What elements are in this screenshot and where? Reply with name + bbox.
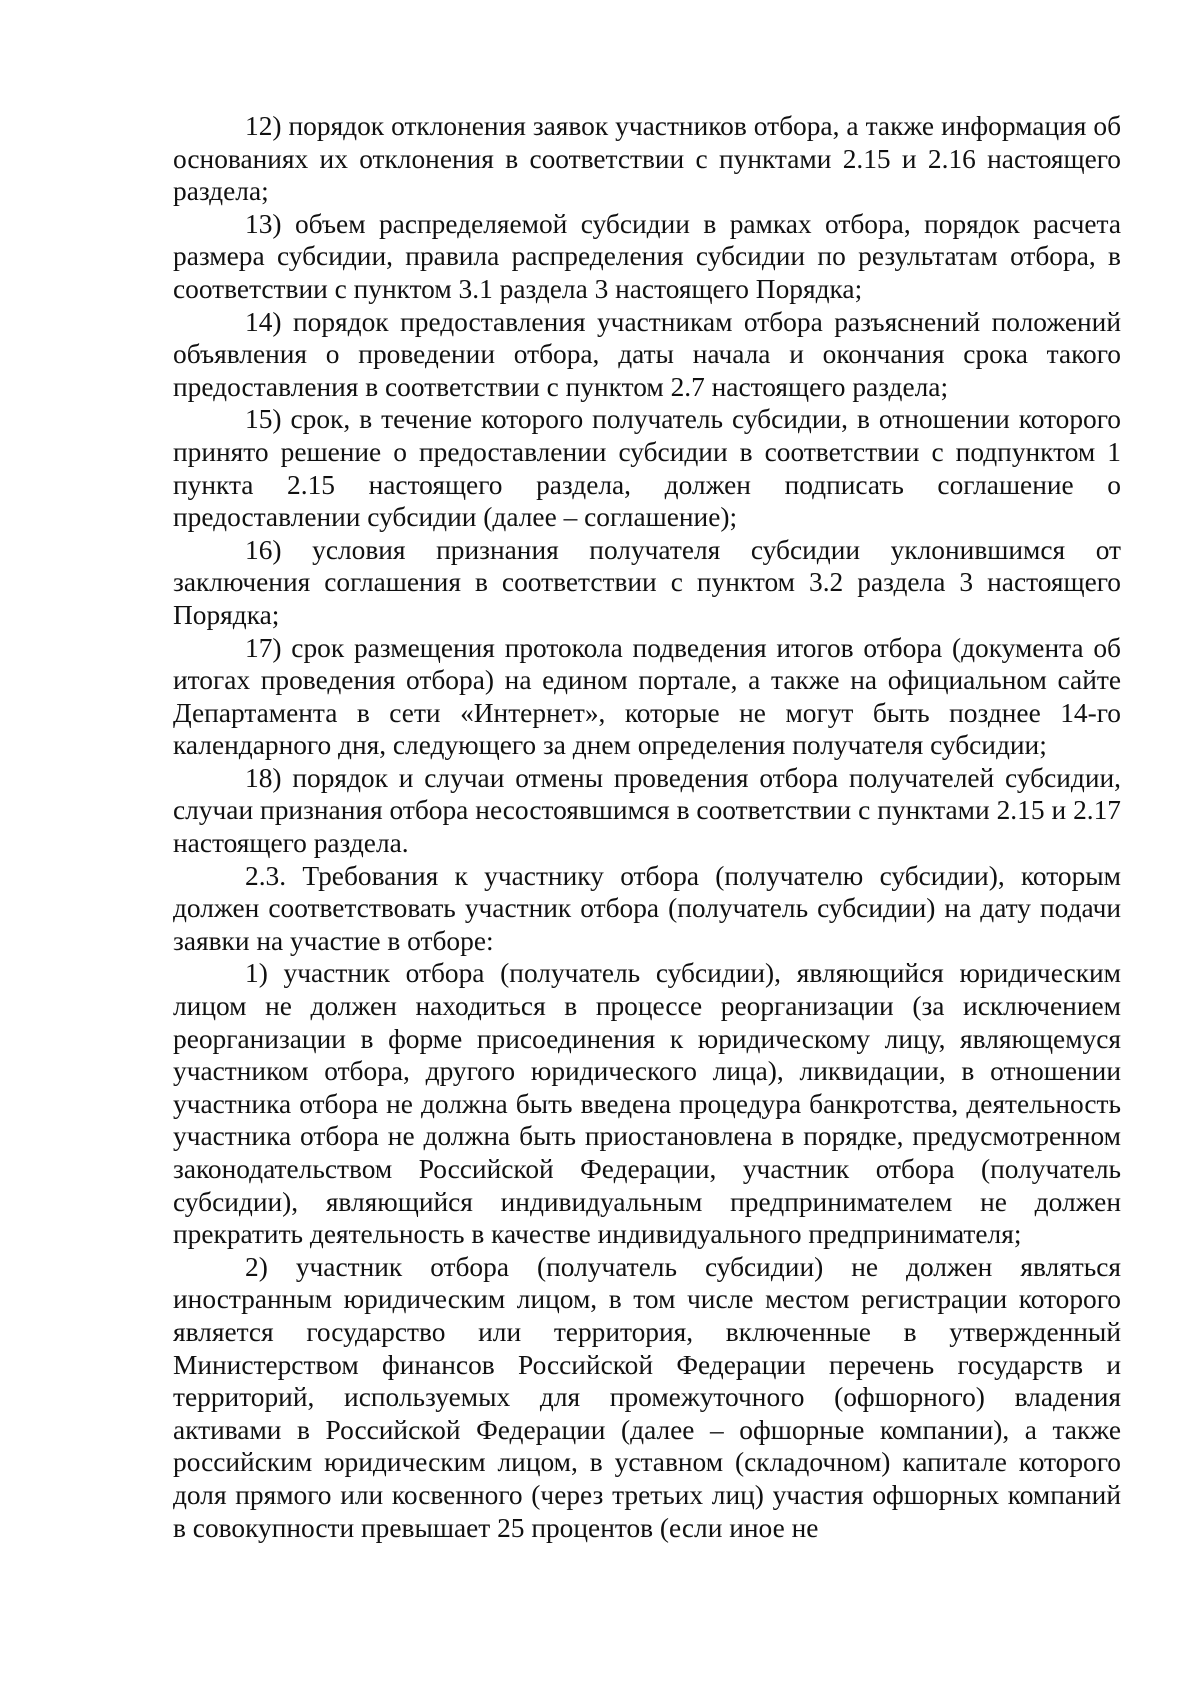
paragraph-item-15: 15) срок, в течение которого получатель субсидии, в отношении которого принято решение о предоставлении субсидии в соответствии с подпунктом 1 пункта 2.15 настоящего раздела, должен подписать соглашение о предоставлении субсидии (далее – соглашение); (173, 404, 1121, 533)
paragraph-requirement-2: 2) участник отбора (получатель субсидии) не должен являться иностранным юридическим лицом, в том числе местом регистрации которого является государство или территория, включенные в утвержденный Министерством финансов Российской Федерации перечень государств и территорий, используемых для промежуточного (офшорного) владения активами в Российской Федерации (далее – офшорные компании), а также российским юридическим лицом, в уставном (складочном) капитале которого доля прямого или косвенного (через третьих лиц) участия офшорных компаний в совокупности превышает 25 процентов (если иное не (173, 1251, 1121, 1543)
paragraph-item-16: 16) условия признания получателя субсидии уклонившимся от заключения соглашения в соответствии с пунктом 3.2 раздела 3 настоящего Порядка; (173, 534, 1121, 630)
paragraph-item-17: 17) срок размещения протокола подведения итогов отбора (документа об итогах проведения отбора) на едином портале, а также на официальном сайте Департамента в сети «Интернет», которые не могут быть позднее 14-го календарного дня, следующего за днем определения получателя субсидии; (173, 632, 1121, 761)
document-page (173, 110, 1121, 1544)
paragraph-item-12: 12) порядок отклонения заявок участников отбора, а также информация об основаниях их отклонения в соответствии с пунктами 2.15 и 2.16 настоящего раздела; (173, 111, 1121, 207)
paragraph-requirement-1: 1) участник отбора (получатель субсидии), являющийся юридическим лицом не должен находиться в процессе реорганизации (за исключением реорганизации в форме присоединения к юридическому лицу, являющемуся участником отбора, другого юридического лица), ликвидации, в отношении участника отбора не должна быть введена процедура банкротства, деятельность участника отбора не должна быть приостановлена в порядке, предусмотренном законодательством Российской Федерации, участник отбора (получатель субсидии), являющийся индивидуальным предпринимателем не должен прекратить деятельность в качестве индивидуального предпринимателя; (173, 958, 1121, 1250)
paragraph-section-2-3: 2.3. Требования к участнику отбора (получателю субсидии), которым должен соответствовать участник отбора (получатель субсидии) на дату подачи заявки на участие в отборе: (173, 860, 1121, 956)
paragraph-item-13: 13) объем распределяемой субсидии в рамках отбора, порядок расчета размера субсидии, правила распределения субсидии по результатам отбора, в соответствии с пунктом 3.1 раздела 3 настоящего Порядка; (173, 208, 1121, 304)
paragraph-item-18: 18) порядок и случаи отмены проведения отбора получателей субсидии, случаи признания отбора несостоявшимся в соответствии с пунктами 2.15 и 2.17 настоящего раздела. (173, 762, 1121, 859)
paragraph-item-14: 14) порядок предоставления участникам отбора разъяснений положений объявления о проведении отбора, даты начала и окончания срока такого предоставления в соответствии с пунктом 2.7 настоящего раздела; (173, 306, 1121, 402)
